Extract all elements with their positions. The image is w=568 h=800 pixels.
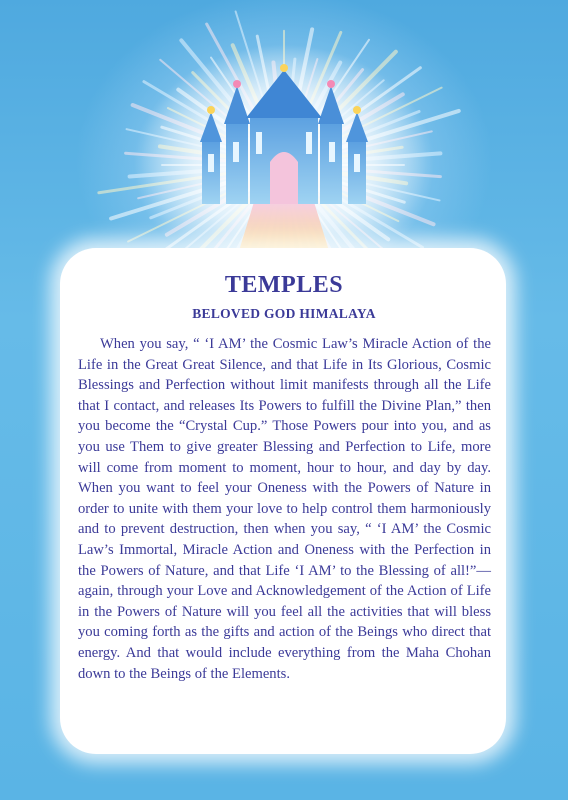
- body-paragraph: When you say, “ ‘I AM’ the Cosmic Law’s Miracle Action of the Life in the Great Great Silence, and that Life in Its Glorious, Cosmic Blessings and Perfection without limit manifests through all the Life that I contact, and releases Its Powers to fulfill the Divine Plan,” then you become the “Crystal Cup.” Those Powers pour into you, and as you use Them to give greater Blessing and Perfection to Life, more will come from moment to moment, hour to hour, and day by day. When you want to feel your Oneness with the Powers of Nature in order to unite with them your love to help control them harmoniously and to prevent destruction, then when you say, “ ‘I AM’ the Cosmic Law’s Immortal, Miracle Action and Oneness with the Perfection in the Powers of Nature, and that Life ‘I AM’ to the Blessing of all!”—again, through your Love and Acknowledgement of the Action of Life in the Powers of Nature will you feel all the activities that will bless you coming forth as the gifts and action of the Beings who direct that energy. And that would include everything from the Maha Chohan down to the Beings of the Elements.: [78, 336, 491, 682]
- crystal-temple-illustration: [184, 62, 384, 272]
- page-title: TEMPLES: [224, 272, 344, 298]
- page-subtitle: BELOVED GOD HIMALAYA: [192, 306, 376, 321]
